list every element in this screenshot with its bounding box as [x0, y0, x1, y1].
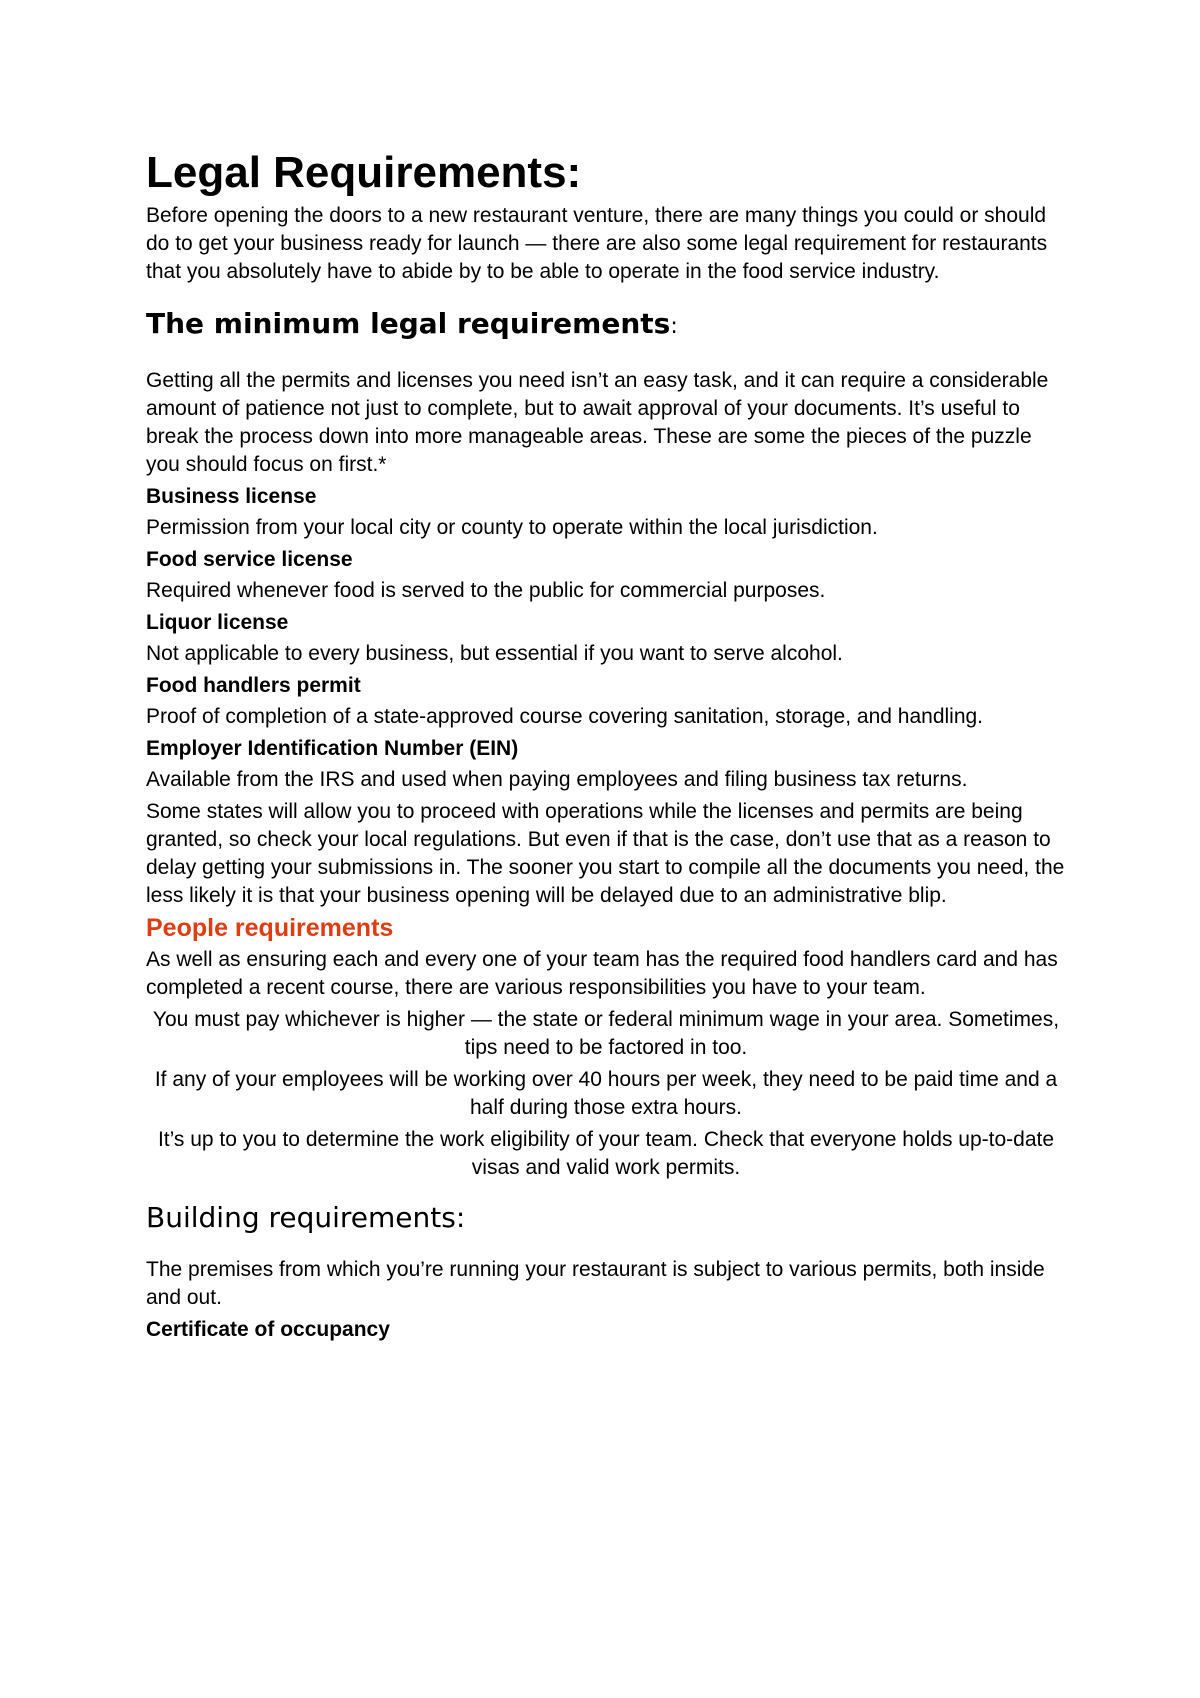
people-point-minimum-wage: You must pay whichever is higher — the state or federal minimum wage in your area. Sometimes, tips need to be factored in too. [152, 1008, 1060, 1059]
item-text-liquor-license: Not applicable to every business, but essential if you want to serve alcohol. [146, 642, 843, 665]
item-title-food-service-license: Food service license [146, 548, 353, 571]
item-title-business-license: Business license [146, 485, 317, 508]
item-text-food-handlers-permit: Proof of completion of a state-approved course covering sanitation, storage, and handling. [146, 705, 984, 728]
item-text-food-service-license: Required whenever food is served to the public for commercial purposes. [146, 579, 826, 602]
item-title-liquor-license: Liquor license [146, 611, 289, 634]
people-point-overtime: If any of your employees will be working over 40 hours per week, they need to be paid time and a half during those extra hours. [154, 1068, 1058, 1119]
minimum-requirements-heading-text: The minimum legal requirements [146, 307, 671, 340]
minimum-requirements-closing: Some states will allow you to proceed with operations while the licenses and permits are being granted, so check your local regulations. But even if that is the case, don’t use that as a reason to delay getting your submissions in. The sooner you start to compile all the documents you need, the less likely it is that your business opening will be delayed due to an administrative blip. [146, 800, 1065, 907]
document-page [146, 146, 1066, 1347]
people-point-work-eligibility: It’s up to you to determine the work eligibility of your team. Check that everyone holds up-to-date visas and valid work permits. [157, 1128, 1055, 1179]
item-title-ein: Employer Identification Number (EIN) [146, 737, 519, 760]
minimum-requirements-intro: Getting all the permits and licenses you need isn’t an easy task, and it can require a considerable amount of patience not just to complete, but to await approval of your documents. It’s useful to break the process down into more manageable areas. These are some the pieces of the puzzle you should focus on first.* [146, 369, 1049, 476]
minimum-requirements-heading [146, 304, 1066, 347]
building-requirements-heading: Building requirements: [146, 1201, 466, 1234]
page-title: Legal Requirements: [146, 148, 582, 197]
item-title-food-handlers-permit: Food handlers permit [146, 674, 361, 697]
building-requirements-intro: The premises from which you’re running your restaurant is subject to various permits, both inside and out. [146, 1258, 1045, 1309]
item-text-business-license: Permission from your local city or county to operate within the local jurisdiction. [146, 516, 878, 539]
people-requirements-heading: People requirements [146, 914, 394, 942]
item-text-ein: Available from the IRS and used when paying employees and filing business tax returns. [146, 768, 968, 791]
intro-paragraph: Before opening the doors to a new restaurant venture, there are many things you could or should do to get your business ready for launch — there are also some legal requirement for restaurants that you absolutely have to abide by to be able to operate in the food service industry. [146, 204, 1048, 283]
minimum-requirements-heading-colon: : [670, 314, 678, 339]
item-title-certificate-of-occupancy: Certificate of occupancy [146, 1318, 390, 1341]
people-requirements-intro: As well as ensuring each and every one of your team has the required food handlers card and has completed a recent course, there are various responsibilities you have to your team. [146, 948, 1058, 999]
